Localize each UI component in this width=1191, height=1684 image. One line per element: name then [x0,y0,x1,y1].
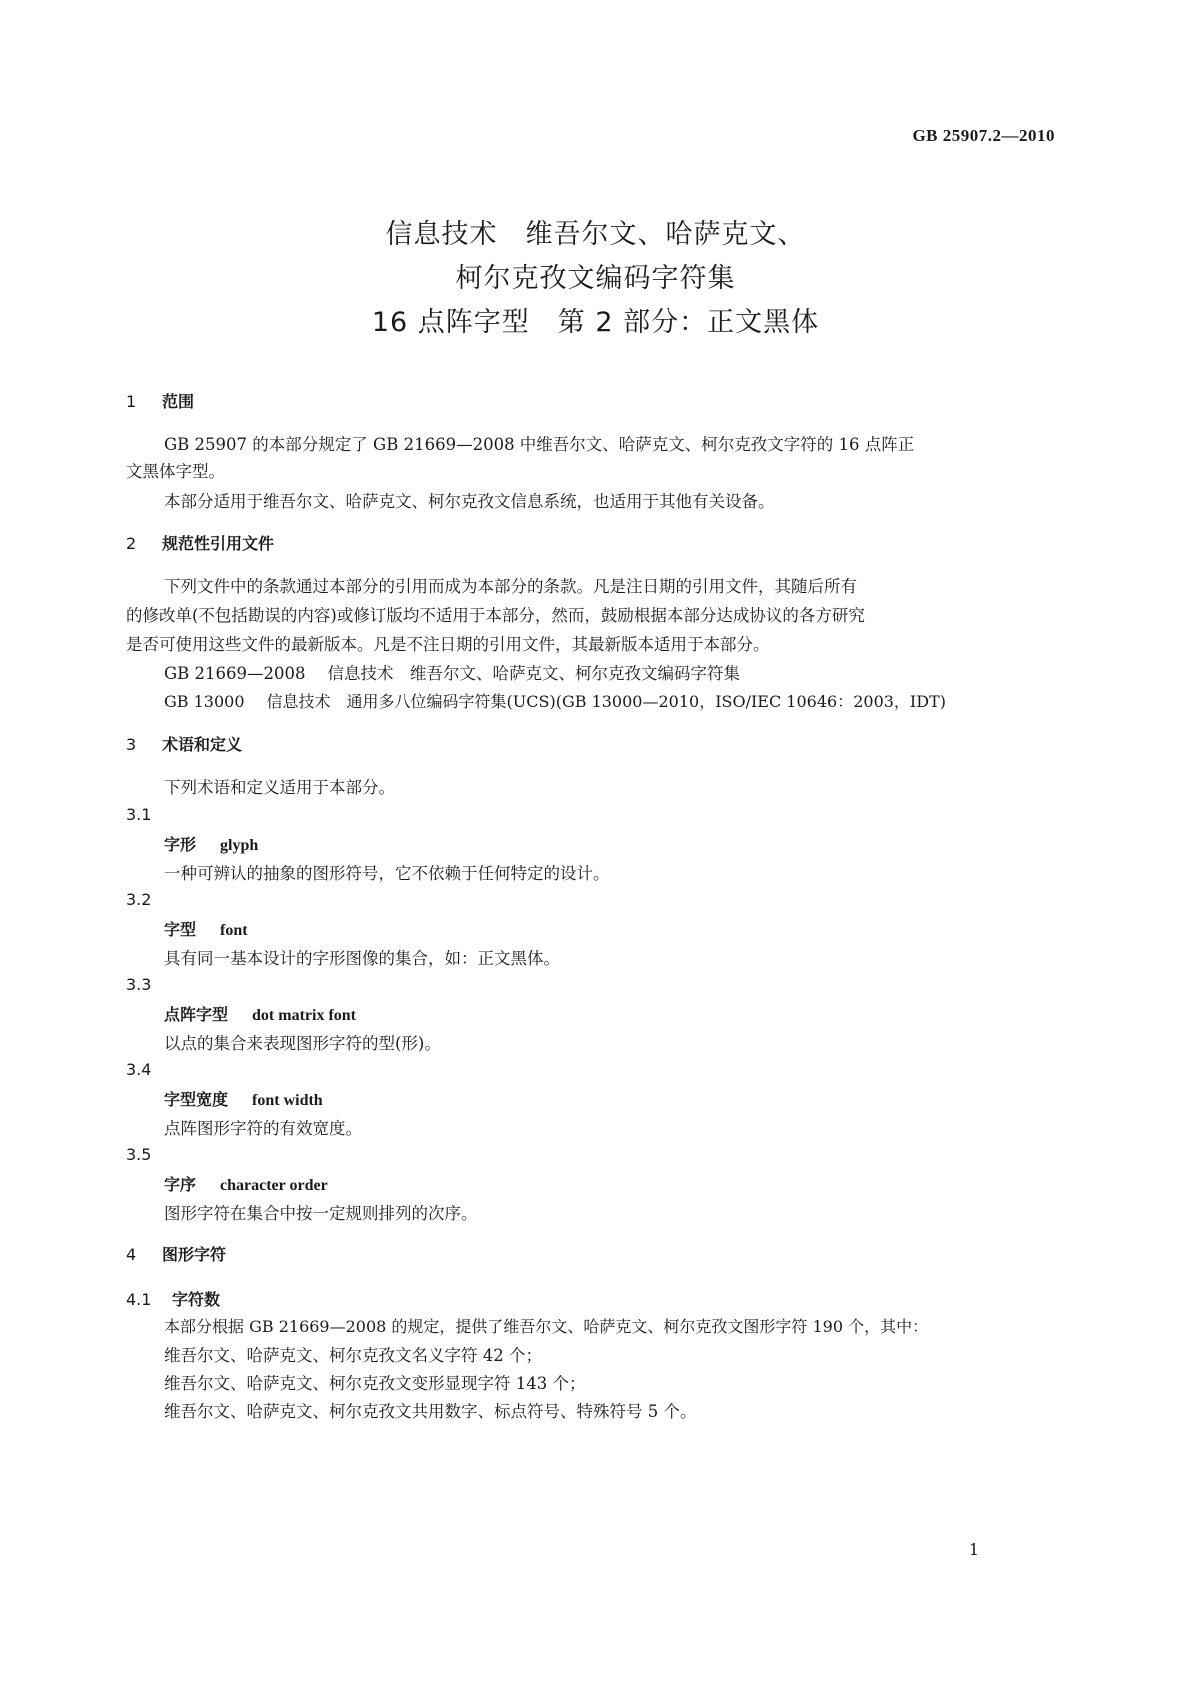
term-definition: 点阵图形字符的有效宽度。 [164,1119,362,1138]
section-title: 规范性引用文件 [162,534,275,553]
term-number: 3.2 [126,890,152,909]
term-definition: 一种可辨认的抽象的图形符号，它不依赖于任何特定的设计。 [164,864,610,883]
paragraph: 本部分适用于维吾尔文、哈萨克文、柯尔克孜文信息系统，也适用于其他有关设备。 [164,492,775,511]
section-1-heading [126,389,194,412]
reference-title: 信息技术 通用多八位编码字符集(UCS)(GB 13000—2010，ISO/IEC 10646：2003，IDT) [266,692,946,711]
term-heading [164,832,258,855]
term-en: font width [252,1092,323,1109]
section-title: 范围 [162,392,195,411]
section-number: 4 [126,1245,137,1264]
section-3-heading [126,732,242,755]
section-number: 2 [126,534,137,553]
paragraph: GB 25907 的本部分规定了 GB 21669—2008 中维吾尔文、哈萨克文、柯尔克孜文字符的 16 点阵正 [164,435,915,454]
term-number: 3.4 [126,1060,152,1079]
section-title: 图形字符 [162,1245,227,1264]
term-cn: 字型宽度 [164,1090,229,1109]
term-en: glyph [220,837,259,854]
term-en: font [220,922,248,939]
subsection-4-1-heading [126,1287,220,1310]
subsection-number: 4.1 [126,1290,152,1309]
reference-code: GB 13000 [164,692,245,711]
paragraph: 是否可使用这些文件的最新版本。凡是不注日期的引用文件，其最新版本适用于本部分。 [126,635,770,654]
term-heading [164,917,248,940]
paragraph: 维吾尔文、哈萨克文、柯尔克孜文共用数字、标点符号、特殊符号 5 个。 [164,1402,697,1421]
term-definition: 图形字符在集合中按一定规则排列的次序。 [164,1204,478,1223]
document-title-line-2: 柯尔克孜文编码字符集 [455,263,736,294]
document-title-line-3: 16 点阵字型 第 2 部分：正文黑体 [371,307,820,338]
paragraph: 的修改单(不包括勘误的内容)或修订版均不适用于本部分，然而，鼓励根据本部分达成协议的各方研究 [126,606,865,625]
reference-code: GB 21669—2008 [164,664,306,683]
paragraph: 维吾尔文、哈萨克文、柯尔克孜文变形显现字符 143 个； [164,1374,586,1393]
paragraph: 下列文件中的条款通过本部分的引用而成为本部分的条款。凡是注日期的引用文件，其随后所有 [164,577,857,596]
term-cn: 点阵字型 [164,1005,229,1024]
term-number: 3.5 [126,1145,152,1164]
term-heading [164,1002,356,1025]
term-heading [164,1172,328,1195]
normative-reference [164,660,740,684]
section-number: 3 [126,735,137,754]
section-number: 1 [126,392,137,411]
section-title: 术语和定义 [162,735,243,754]
term-definition: 具有同一基本设计的字形图像的集合，如：正文黑体。 [164,949,560,968]
term-en: dot matrix font [252,1007,356,1024]
document-title-line-1: 信息技术 维吾尔文、哈萨克文、 [385,219,806,250]
term-cn: 字形 [164,835,197,854]
standard-number: GB 25907.2—2010 [912,126,1055,145]
paragraph: 维吾尔文、哈萨克文、柯尔克孜文名义字符 42 个； [164,1346,542,1365]
term-definition: 以点的集合来表现图形字符的型(形)。 [164,1034,441,1053]
paragraph: 本部分根据 GB 21669—2008 的规定，提供了维吾尔文、哈萨克文、柯尔克孜文图形字符 190 个，其中： [164,1317,929,1336]
term-cn: 字序 [164,1175,197,1194]
paragraph: 文黑体字型。 [126,462,225,481]
term-number: 3.1 [126,805,152,824]
term-cn: 字型 [164,920,197,939]
term-heading [164,1087,323,1110]
normative-reference [164,689,946,712]
subsection-title: 字符数 [172,1290,221,1309]
term-number: 3.3 [126,975,152,994]
reference-title: 信息技术 维吾尔文、哈萨克文、柯尔克孜文编码字符集 [327,664,741,683]
paragraph: 下列术语和定义适用于本部分。 [164,778,395,797]
section-4-heading [126,1242,226,1265]
section-2-heading [126,531,274,554]
page-number: 1 [968,1540,979,1559]
term-en: character order [220,1177,328,1194]
